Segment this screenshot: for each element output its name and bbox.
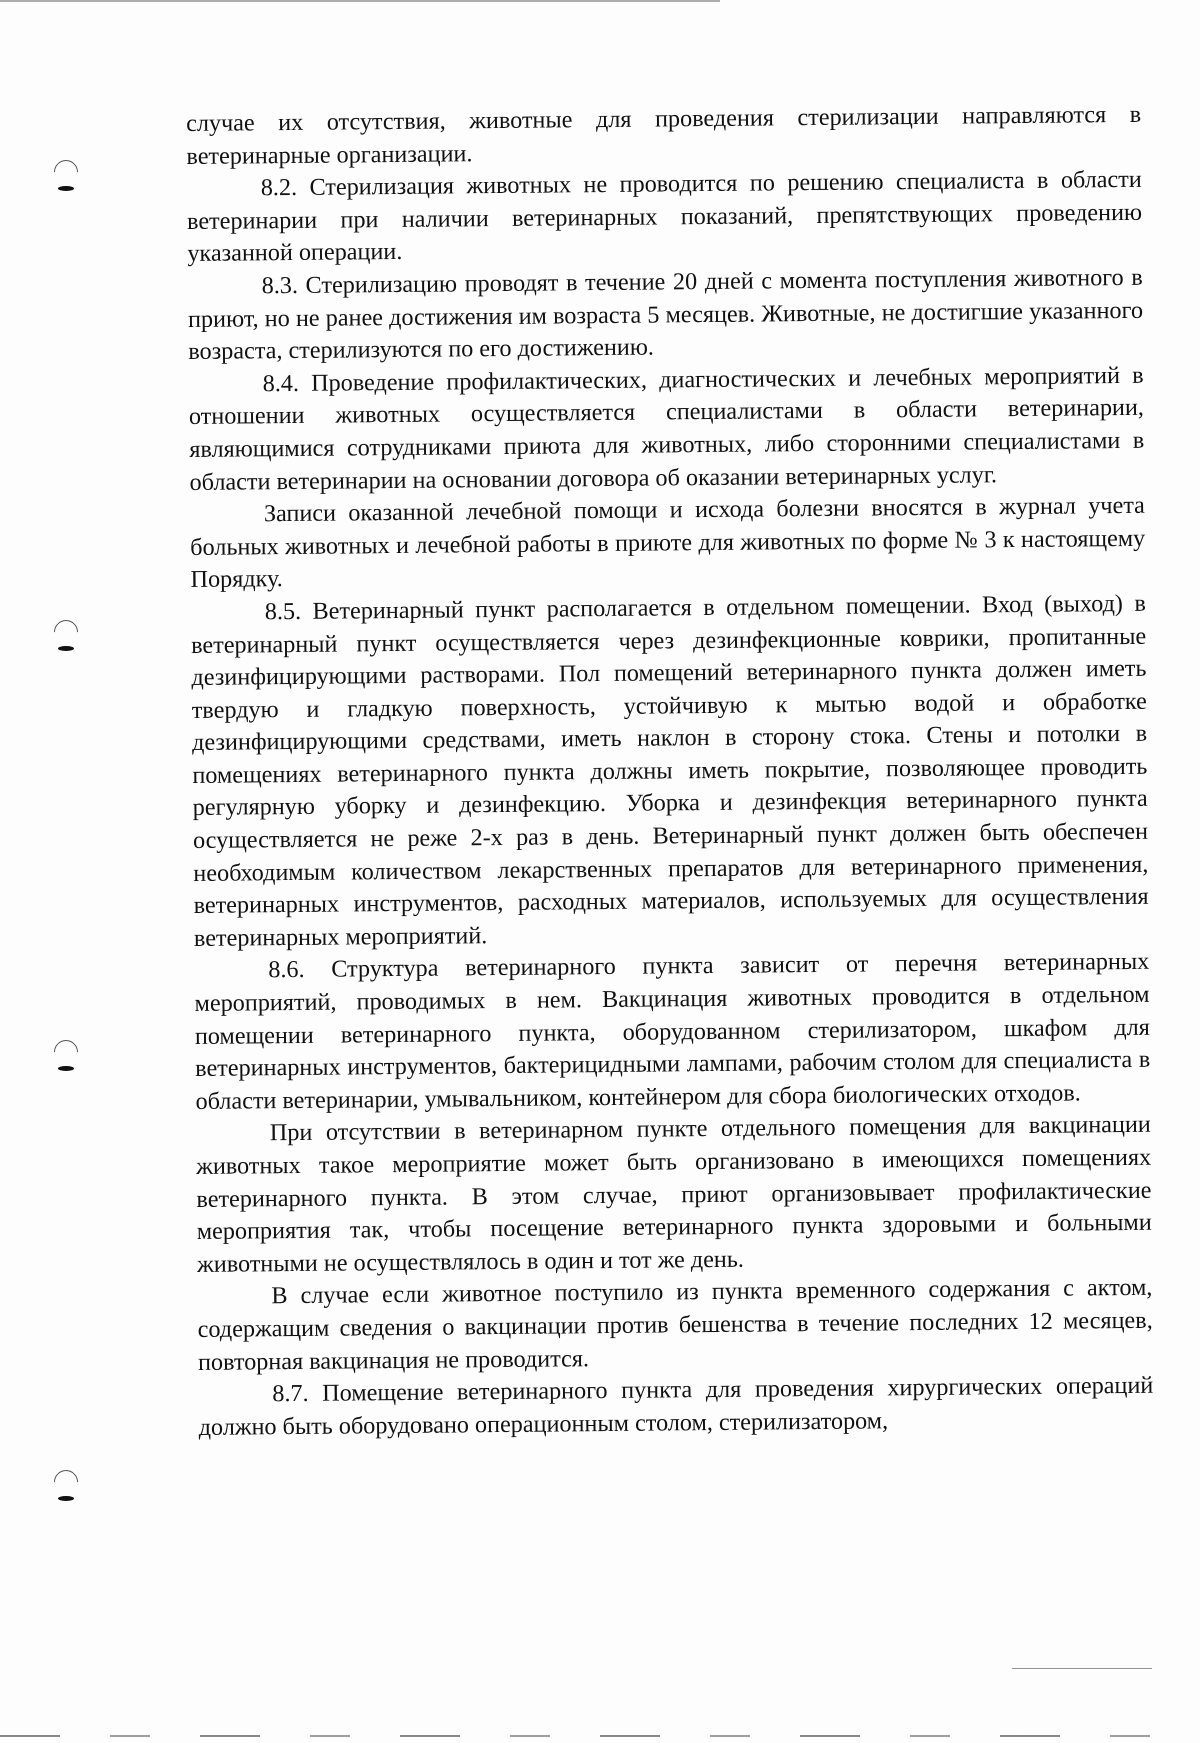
paragraph: 8.6. Структура ветеринарного пункта зависит от перечня ветеринарных мероприятий, проводимых в нем. Вакцинация животных проводится в отдельном помещении ветеринарного пункта, оборудованном стерилизатором, шкафом для ветеринарных инструментов, бактерицидными лампами, рабочим столом для специалиста в области ветеринарии, умывальником, контейнером для сбора биологических отходов. xyxy=(194,948,1151,1115)
scan-edge-top xyxy=(0,0,720,2)
punch-hole-mark xyxy=(50,620,80,656)
scan-edge-bottom xyxy=(0,1735,1200,1737)
document-body xyxy=(186,99,1154,1444)
paragraph: 8.4. Проведение профилактических, диагностических и лечебных мероприятий в отношении животных осуществляется специалистами в области ветеринарии, являющимися сотрудниками приюта для животных, либо сторонними специалистами в области ветеринарии на основании договора об оказании ветеринарных услуг. xyxy=(188,361,1145,496)
punch-hole-mark xyxy=(50,160,80,196)
paragraph: 8.2. Стерилизация животных не проводится по решению специалиста в области ветеринарии при наличии ветеринарных показаний, препятствующих проведению указанной операции. xyxy=(186,166,1143,268)
paragraph: В случае если животное поступило из пункта временного содержания с актом, содержащим сведения о вакцинации против бешенства в течение последних 12 месяцев, повторная вакцинация не проводится. xyxy=(197,1274,1153,1376)
paragraph: 8.7. Помещение ветеринарного пункта для проведения хирургических операций должно быть оборудовано операционным столом, стерилизатором, xyxy=(198,1371,1154,1441)
paragraph: случае их отсутствия, животные для проведения стерилизации направляются в ветеринарные организации. xyxy=(186,100,1142,170)
paragraph: Записи оказанной лечебной помощи и исхода болезни вносятся в журнал учета больных животных и лечебной работы в приюте для животных по форме № 3 к настоящему Порядку. xyxy=(190,491,1146,594)
punch-hole-mark xyxy=(50,1470,80,1506)
paragraph: 8.3. Стерилизацию проводят в течение 20 дней с момента поступления животного в приют, но не ранее достижения им возраста 5 месяцев. Животные, не достигшие указанного возраста, стерилизуются по его достижению. xyxy=(187,263,1144,366)
punch-hole-mark xyxy=(50,1040,80,1076)
scan-artifact-line xyxy=(1012,1668,1152,1669)
paragraph: При отсутствии в ветеринарном пункте отдельного помещения для вакцинации животных такое мероприятие может быть организовано в имеющихся помещениях ветеринарного пункта. В этом случае, приют организовывает профилактические мероприятия так, чтобы посещение ветеринарного пункта здоровыми и больными животными не осуществлялось в один и тот же день. xyxy=(196,1111,1152,1278)
paragraph: 8.5. Ветеринарный пункт располагается в отдельном помещении. Вход (выход) в ветеринарный пункт осуществляется через дезинфекционные коврики, пропитанные дезинфицирующими растворами. Пол помещений ветеринарного пункта должен иметь твердую и гладкую поверхность, устойчивую к мытью водой и обработке дезинфицирующими средствами, иметь наклон в сторону стока. Стены и потолки в помещениях ветеринарного пункта должны иметь покрытие, позволяющее проводить регулярную уборку и дезинфекцию. Уборка и дезинфекция ветеринарного пункта осуществляется не реже 2-х раз в день. Ветеринарный пункт должен быть обеспечен необходимым количеством лекарственных препаратов для ветеринарного применения, ветеринарных инструментов, расходных материалов, используемых для осуществления ветеринарных мероприятий. xyxy=(191,589,1149,952)
